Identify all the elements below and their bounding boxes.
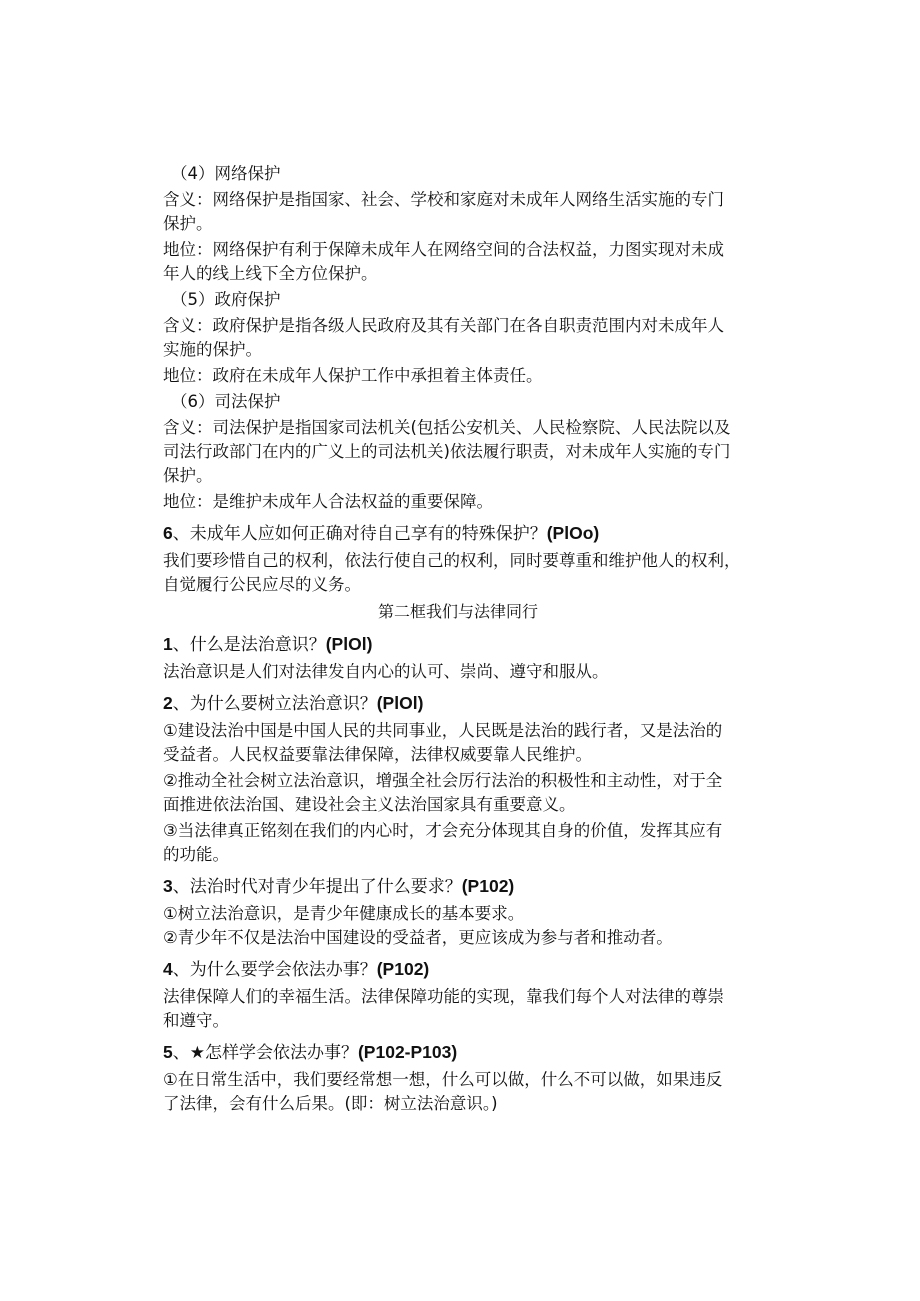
question-number: 5 xyxy=(163,1042,173,1062)
meaning-line: 含义：网络保护是指国家、社会、学校和家庭对未成年人网络生活实施的专门 xyxy=(163,190,724,209)
page-reference: (PlOl) xyxy=(325,634,373,654)
question-heading xyxy=(163,956,763,983)
question-number: 1 xyxy=(163,634,173,654)
answer-line: ②推动全社会树立法治意识，增强全社会厉行法治的积极性和主动性，对于全 xyxy=(163,771,723,790)
page-reference: (P102) xyxy=(376,959,430,979)
meaning-line: 保护。 xyxy=(163,466,213,485)
answer-line: 受益者。人民权益要靠法律保障，法律权威要靠人民维护。 xyxy=(163,745,592,764)
question-heading xyxy=(163,873,763,900)
question-text: 、未成年人应如何正确对待自己享有的特殊保护？ xyxy=(172,524,547,544)
meaning-line: 司法行政部门在内的广义上的司法机关)依法履行职责，对未成年人实施的专门 xyxy=(163,442,731,461)
question-number: 2 xyxy=(163,693,173,713)
answer-line: ①树立法治意识，是青少年健康成长的基本要求。 xyxy=(163,904,525,923)
answer-line: 法律保障人们的幸福生活。法律保障功能的实现，靠我们每个人对法律的尊崇 xyxy=(163,987,724,1006)
meaning-line: 实施的保护。 xyxy=(163,340,262,359)
section-heading: （4）网络保护 xyxy=(171,164,281,183)
answer-line: 的功能。 xyxy=(163,845,229,864)
question-text: 、为什么要树立法治意识？ xyxy=(172,694,377,714)
meaning-line: 保护。 xyxy=(163,214,213,233)
page-reference: (PlOo) xyxy=(546,523,600,543)
question-number: 3 xyxy=(163,876,173,896)
document-page xyxy=(163,160,763,1116)
question-heading xyxy=(163,631,763,658)
question-heading xyxy=(163,690,763,717)
question-text: 、★怎样学会依法办事？ xyxy=(172,1043,358,1063)
meaning-line: 含义：政府保护是指各级人民政府及其有关部门在各自职责范围内对未成年人 xyxy=(163,316,724,335)
question-number: 6 xyxy=(163,523,173,543)
answer-line: 和遵守。 xyxy=(163,1011,229,1030)
answer-line: 我们要珍惜自己的权利，依法行使自己的权利，同时要尊重和维护他人的权利， xyxy=(163,551,741,570)
page-reference: (P102) xyxy=(461,876,515,896)
answer-line: 了法律，会有什么后果。(即：树立法治意识。) xyxy=(163,1094,498,1113)
answer-line: 法治意识是人们对法律发自内心的认可、崇尚、遵守和服从。 xyxy=(163,662,609,681)
section-heading: （5）政府保护 xyxy=(171,290,281,309)
question-number: 4 xyxy=(163,959,173,979)
question-text: 、为什么要学会依法办事？ xyxy=(172,960,377,980)
question-heading xyxy=(163,1039,763,1066)
question-text: 、法治时代对青少年提出了什么要求？ xyxy=(172,877,462,897)
section-heading: （6）司法保护 xyxy=(171,392,281,411)
lesson-title: 第二框我们与法律同行 xyxy=(377,602,538,621)
meaning-line: 含义：司法保护是指国家司法机关(包括公安机关、人民检察院、人民法院以及 xyxy=(163,418,731,437)
answer-line: ①建设法治中国是中国人民的共同事业，人民既是法治的践行者，又是法治的 xyxy=(163,721,723,740)
status-line: 地位：是维护未成年人合法权益的重要保障。 xyxy=(163,492,493,511)
status-line: 地位：网络保护有利于保障未成年人在网络空间的合法权益，力图实现对未成 xyxy=(163,240,724,259)
status-line: 年人的线上线下全方位保护。 xyxy=(163,264,378,283)
question-heading xyxy=(163,520,763,547)
answer-line: ①在日常生活中，我们要经常想一想，什么可以做，什么不可以做，如果违反 xyxy=(163,1070,723,1089)
page-reference: (P102-P103) xyxy=(357,1042,458,1062)
answer-line: ③当法律真正铭刻在我们的内心时，才会充分体现其自身的价值，发挥其应有 xyxy=(163,821,723,840)
answer-line: 面推进依法治国、建设社会主义法治国家具有重要意义。 xyxy=(163,795,576,814)
page-reference: (PlOl) xyxy=(376,693,424,713)
answer-line: 自觉履行公民应尽的义务。 xyxy=(163,575,361,594)
question-text: 、什么是法治意识？ xyxy=(172,635,326,655)
answer-line: ②青少年不仅是法治中国建设的受益者，更应该成为参与者和推动者。 xyxy=(163,928,673,947)
status-line: 地位：政府在未成年人保护工作中承担着主体责任。 xyxy=(163,366,543,385)
